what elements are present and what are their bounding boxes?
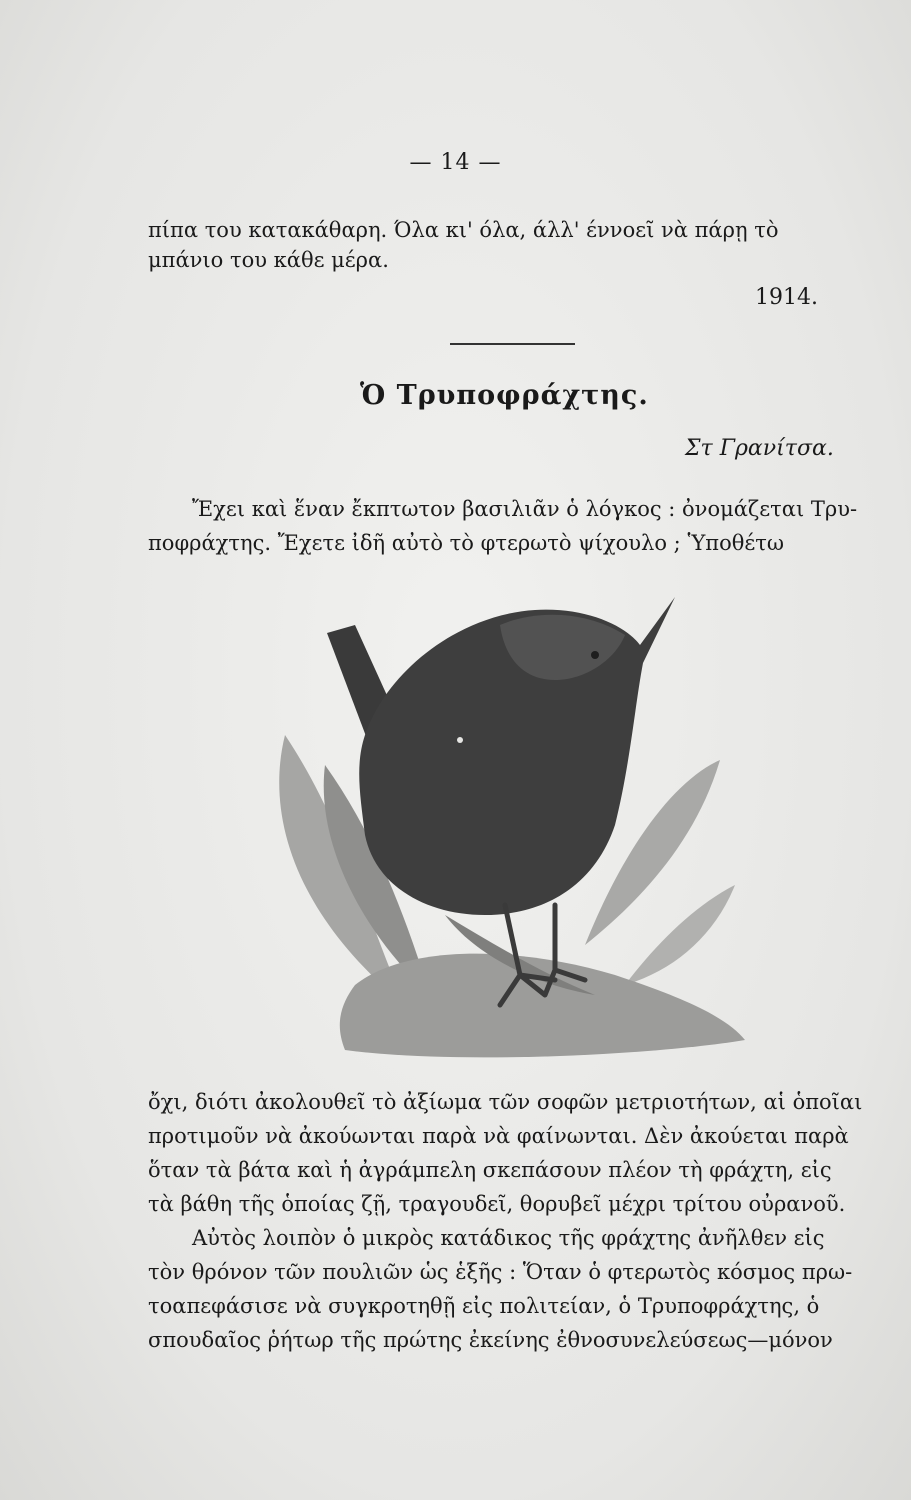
- text-line: μπάνιο του κάθε μέρα.: [148, 248, 389, 272]
- text-line: προτιμοῦν νὰ ἀκούωνται παρὰ νὰ φαίνωνται. Δὲν ἀκούεται παρὰ: [148, 1124, 849, 1148]
- text-line: τοαπεφάσισε νὰ συγκροτηθῇ εἰς πολιτείαν, ὁ Τρυποφράχτης, ὁ: [148, 1294, 820, 1318]
- text-line: ποφράχτης. Ἔχετε ἰδῆ αὐτὸ τὸ φτερωτὸ ψίχουλο ; Ὑποθέτω: [148, 531, 785, 555]
- text-line: ὄχι, διότι ἀκολουθεῖ τὸ ἀξίωμα τῶν σοφῶν μετριοτήτων, αἱ ὁποῖαι: [148, 1090, 863, 1114]
- date: 1914.: [755, 285, 818, 310]
- text-line: τὰ βάθη τῆς ὁποίας ζῇ, τραγουδεῖ, θορυβεῖ μέχρι τρίτου οὐρανοῦ.: [148, 1192, 846, 1216]
- place-signature: Στ Γρανίτσα.: [685, 436, 834, 461]
- bird-illustration: [255, 585, 775, 1070]
- bird-highlight: [457, 737, 463, 743]
- leaf-shape: [625, 885, 735, 985]
- text-line: ὅταν τὰ βάτα καὶ ἡ ἀγράμπελη σκεπάσουν πλέον τὴ φράχτη, εἰς: [148, 1158, 832, 1182]
- text-line: πίπα του κατακάθαρη. Όλα κι' όλα, άλλ' έννοεῖ νὰ πάρῃ τὸ: [148, 218, 779, 242]
- text-line: Αὐτὸς λοιπὸν ὁ μικρὸς κατάδικος τῆς φράχτης ἀνῆλθεν εἰς: [192, 1226, 825, 1250]
- bird-eye: [591, 651, 599, 659]
- section-title: Ὁ Τρυποφράχτης.: [360, 380, 649, 411]
- text-line: τὸν θρόνον τῶν πουλιῶν ὡς ἑξῆς : Ὅταν ὁ φτερωτὸς κόσμος πρω-: [148, 1260, 853, 1284]
- page-number: — 14 —: [409, 150, 502, 175]
- text-line: σπουδαῖος ῥήτωρ τῆς πρώτης ἐκείνης ἐθνοσυνελεύσεως—μόνον: [148, 1328, 833, 1352]
- section-divider: [450, 343, 575, 345]
- leaf-shape: [340, 954, 745, 1058]
- text-line: Ἔχει καὶ ἕναν ἔκπτωτον βασιλιᾶν ὁ λόγκος : ὀνομάζεται Τρυ-: [192, 497, 858, 521]
